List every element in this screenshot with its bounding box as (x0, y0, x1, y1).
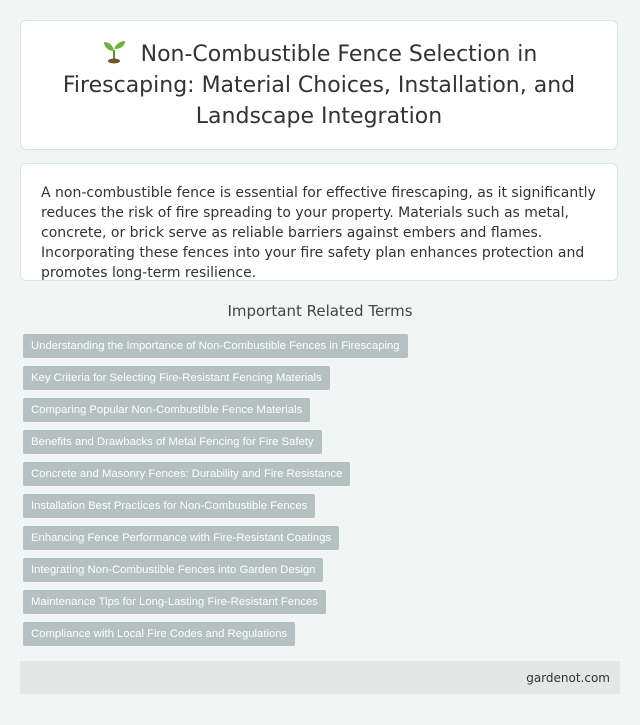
related-term-tag[interactable]: Compliance with Local Fire Codes and Regulations (23, 622, 295, 646)
related-term-tag[interactable]: Key Criteria for Selecting Fire-Resistant Fencing Materials (23, 366, 330, 390)
related-term-tag[interactable]: Understanding the Importance of Non-Combustible Fences in Firescaping (23, 334, 408, 358)
related-terms-heading: Important Related Terms (227, 302, 413, 320)
sprout-icon (101, 38, 127, 64)
page-title (21, 38, 617, 132)
title-card (20, 20, 618, 150)
related-term-tag[interactable]: Installation Best Practices for Non-Combustible Fences (23, 494, 315, 518)
page-title-text: Non-Combustible Fence Selection in Firescaping: Material Choices, Installation, and Landscape Integration (62, 42, 576, 129)
related-term-tag[interactable]: Comparing Popular Non-Combustible Fence Materials (23, 398, 310, 422)
intro-card (20, 163, 618, 281)
footer-site-name: gardenot.com (526, 670, 610, 685)
related-term-tag[interactable]: Maintenance Tips for Long-Lasting Fire-Resistant Fences (23, 590, 326, 614)
related-terms-list (23, 334, 408, 654)
footer (20, 661, 620, 694)
intro-text: A non-combustible fence is essential for effective firescaping, as it significantly reduces the risk of fire spreading to your property. Materials such as metal, concrete, or brick serve as reliable barriers against embers and flames. Incorporating these fences into your fire safety plan enhances protection and promotes long-term resilience. (41, 185, 596, 281)
related-term-tag[interactable]: Enhancing Fence Performance with Fire-Resistant Coatings (23, 526, 339, 550)
related-term-tag[interactable]: Concrete and Masonry Fences: Durability and Fire Resistance (23, 462, 350, 486)
related-term-tag[interactable]: Integrating Non-Combustible Fences into Garden Design (23, 558, 323, 582)
related-term-tag[interactable]: Benefits and Drawbacks of Metal Fencing for Fire Safety (23, 430, 322, 454)
